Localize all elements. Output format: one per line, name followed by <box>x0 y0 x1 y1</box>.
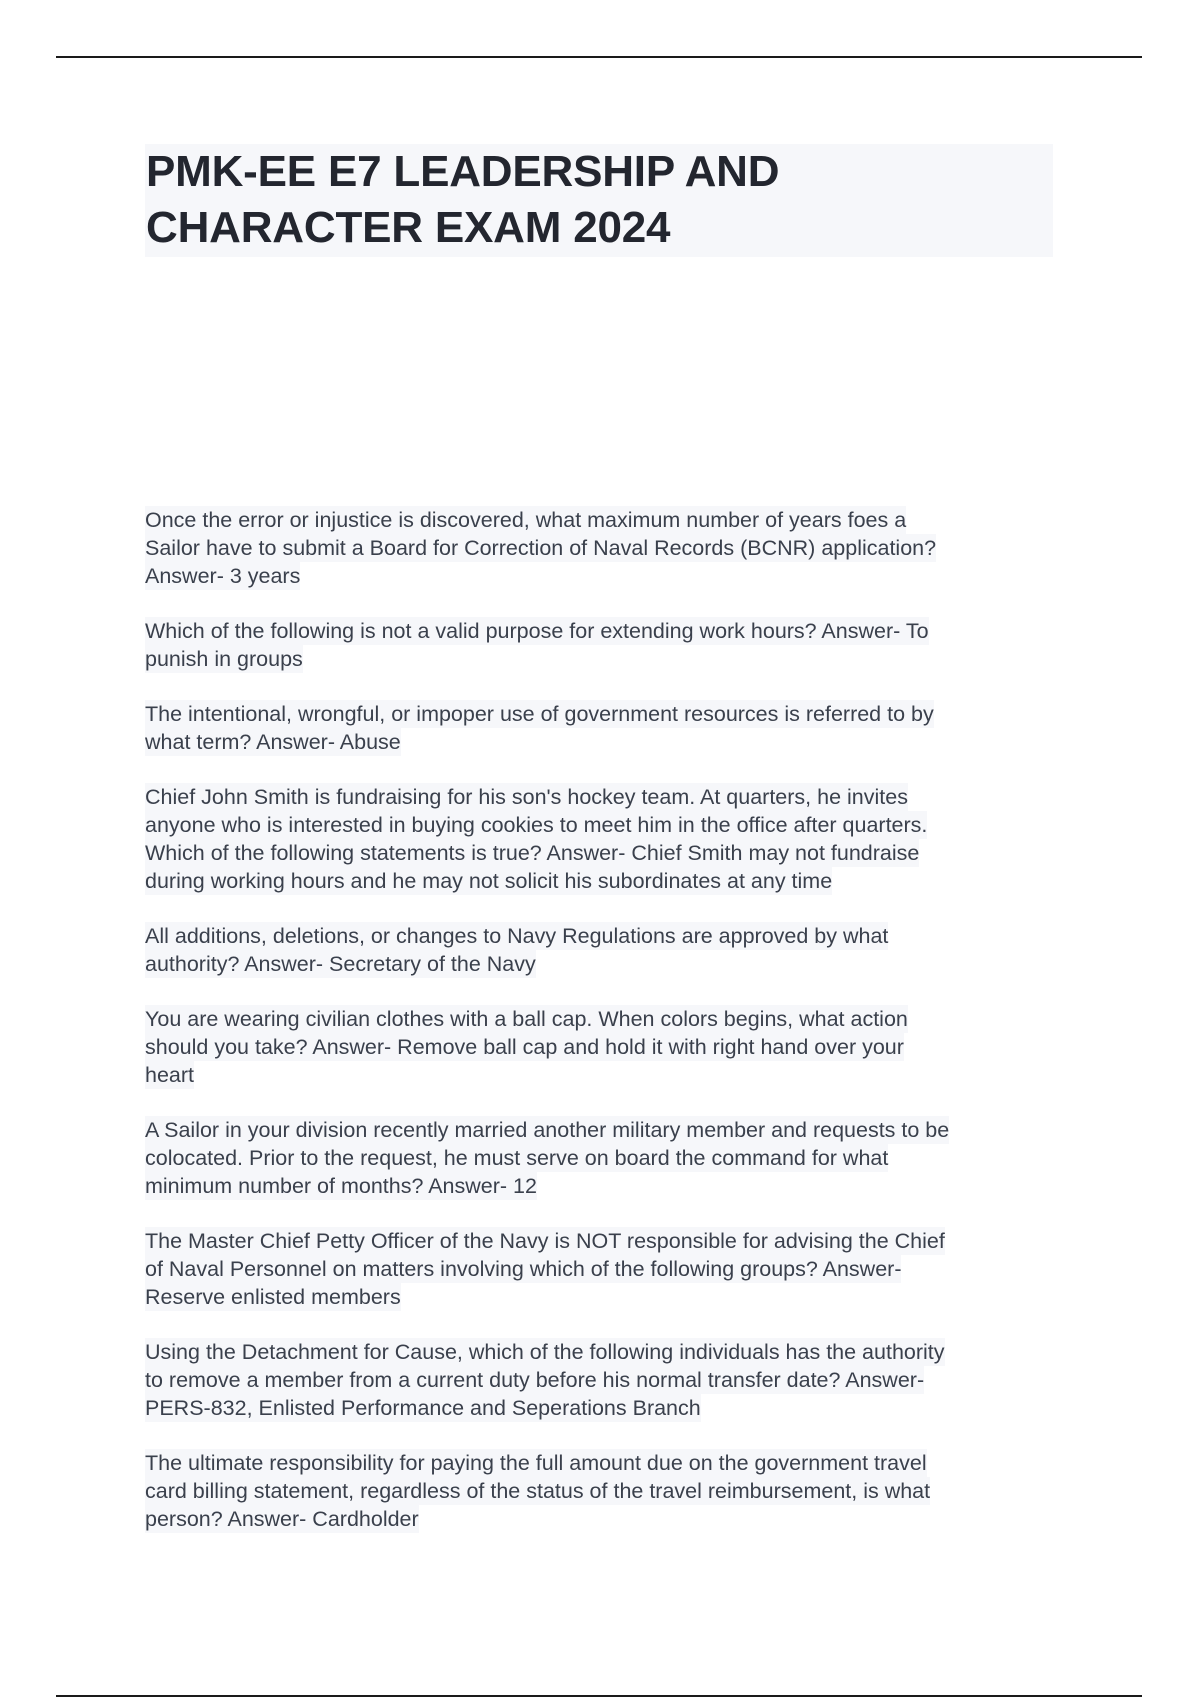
qa-item <box>145 617 1065 673</box>
qa-text-line: The intentional, wrongful, or impoper use of government resources is referred to by <box>145 702 934 726</box>
qa-text-line: what term? Answer- Abuse <box>145 730 401 754</box>
page-title-line: PMK-EE E7 LEADERSHIP AND <box>146 147 780 196</box>
bottom-divider <box>56 1695 1142 1697</box>
qa-item <box>145 1449 1065 1533</box>
qa-item <box>145 1116 1065 1200</box>
page-title <box>145 144 1053 257</box>
qa-text-line: punish in groups <box>145 647 303 671</box>
qa-text-line: Which of the following statements is true? Answer- Chief Smith may not fundraise <box>145 841 920 865</box>
qa-text-line: card billing statement, regardless of the status of the travel reimbursement, is what <box>145 1479 931 1503</box>
page-title-line: CHARACTER EXAM 2024 <box>146 203 671 252</box>
qa-text-line: Sailor have to submit a Board for Correction of Naval Records (BCNR) application? <box>145 536 937 560</box>
top-divider <box>56 56 1142 58</box>
qa-text-line: authority? Answer- Secretary of the Navy <box>145 952 536 976</box>
qa-text-line: All additions, deletions, or changes to Navy Regulations are approved by what <box>145 924 889 948</box>
qa-text-line: of Naval Personnel on matters involving which of the following groups? Answer- <box>145 1257 902 1281</box>
qa-item <box>145 506 1065 590</box>
qa-item <box>145 1005 1065 1089</box>
qa-text-line: You are wearing civilian clothes with a ball cap. When colors begins, what action <box>145 1007 908 1031</box>
qa-text-line: anyone who is interested in buying cookies to meet him in the office after quarters. <box>145 813 928 837</box>
qa-text-line: to remove a member from a current duty before his normal transfer date? Answer- <box>145 1368 925 1392</box>
qa-item <box>145 1338 1065 1422</box>
qa-text-line: during working hours and he may not solicit his subordinates at any time <box>145 869 833 893</box>
qa-text-line: Answer- 3 years <box>145 564 301 588</box>
qa-item <box>145 1227 1065 1311</box>
qa-text-line: Using the Detachment for Cause, which of the following individuals has the authority <box>145 1340 945 1364</box>
qa-text-line: The ultimate responsibility for paying the full amount due on the government travel <box>145 1451 927 1475</box>
qa-text-line: Which of the following is not a valid purpose for extending work hours? Answer- To <box>145 619 929 643</box>
qa-text-line: person? Answer- Cardholder <box>145 1507 419 1531</box>
qa-text-line: PERS-832, Enlisted Performance and Seperations Branch <box>145 1396 701 1420</box>
qa-text-line: Once the error or injustice is discovered, what maximum number of years foes a <box>145 508 907 532</box>
qa-text-line: heart <box>145 1063 195 1087</box>
qa-item <box>145 783 1065 895</box>
qa-text-line: should you take? Answer- Remove ball cap and hold it with right hand over your <box>145 1035 904 1059</box>
qa-item <box>145 922 1065 978</box>
qa-text-line: minimum number of months? Answer- 12 <box>145 1174 537 1198</box>
qa-item <box>145 700 1065 756</box>
qa-text-line: A Sailor in your division recently married another military member and requests to be <box>145 1118 950 1142</box>
qa-text-line: Reserve enlisted members <box>145 1285 401 1309</box>
question-answer-list <box>145 506 1065 1560</box>
qa-text-line: colocated. Prior to the request, he must serve on board the command for what <box>145 1146 889 1170</box>
qa-text-line: The Master Chief Petty Officer of the Navy is NOT responsible for advising the Chief <box>145 1229 945 1253</box>
qa-text-line: Chief John Smith is fundraising for his son's hockey team. At quarters, he invites <box>145 785 908 809</box>
